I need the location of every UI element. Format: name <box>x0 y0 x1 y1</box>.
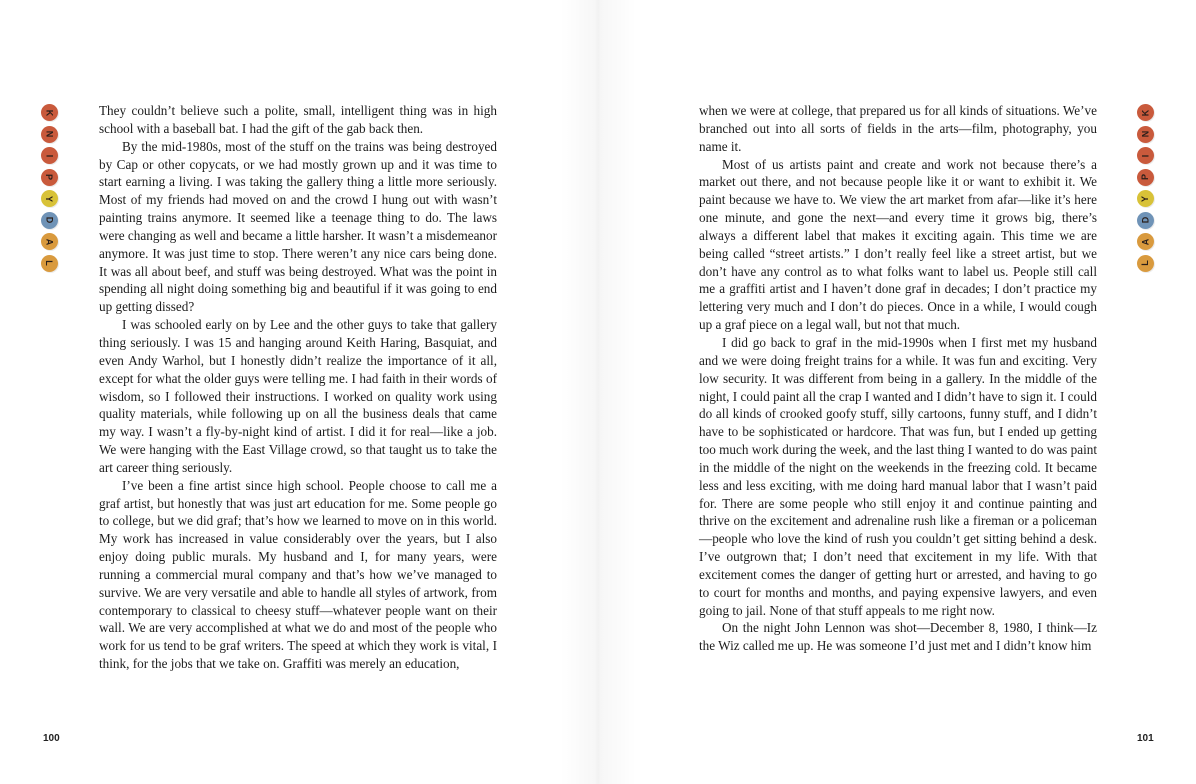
text-column <box>699 102 1097 655</box>
tab-letter-dot <box>41 212 58 229</box>
tab-letter: I <box>1139 154 1150 157</box>
page-number: 101 <box>1137 733 1154 744</box>
paragraph: I’ve been a fine artist since high school. People choose to call me a graf artist, but honestly that was just art education for me. Some people go to college, but we did graf; that’s how we learned to move on in this world. My work has increased in value considerably over the years, but I also enjoy doing public murals. My husband and I, for many years, were running a commercial mural company and that’s how we’ve managed to survive. We are very versatile and able to handle all styles of artwork, from contemporary to classical to cheesy stuff—whatever people want on their wall. We are very accomplished at what we do and most of the people who work for us tend to be graf writers. The speed at which they work is vital, I think, for the jobs that we take on. Graffiti was merely an education, <box>99 477 497 672</box>
tab-letter-dot <box>41 147 58 164</box>
tab-letter-dot <box>41 255 58 272</box>
tab-letter: P <box>43 173 54 181</box>
tab-letter: A <box>44 238 54 245</box>
tab-letter: K <box>44 109 54 116</box>
right-page <box>598 0 1196 784</box>
chapter-tab-lady-pink <box>40 104 58 272</box>
tab-letter-dot <box>1137 147 1154 164</box>
tab-letter: D <box>1140 216 1150 224</box>
tab-letter: L <box>1140 260 1150 266</box>
tab-letter: K <box>1140 109 1150 116</box>
tab-letter-dot <box>41 233 58 250</box>
tab-letter: L <box>44 260 54 266</box>
page-number: 100 <box>43 733 60 744</box>
paragraph: I was schooled early on by Lee and the other guys to take that gallery thing seriously. I was 15 and hanging around Keith Haring, Basquiat, and even Andy Warhol, but I honestly didn’t realize the importance of it all, except for what the older guys were telling me. I had faith in their words of wisdom, so I followed their instructions. I worked on quality work using quality materials, while following up on all the business deals that came my way. I wasn’t a fly-by-night kind of artist. I did it for real—like a job. We were hanging with the East Village crowd, so that taught us to take the art career thing seriously. <box>99 317 497 475</box>
tab-letter-dot <box>41 190 58 207</box>
paragraph: when we were at college, that prepared us for all kinds of situations. We’ve branched out into all sorts of fields in the arts—film, photography, you name it. <box>699 103 1097 154</box>
tab-letter: P <box>1139 173 1150 181</box>
paragraph: I did go back to graf in the mid-1990s when I first met my husband and we were doing freight trains for a while. It was fun and exciting. Very low security. It was different from being in a gallery. In the middle of the night, I could paint all the crap I wanted and I didn’t have to sign it. I could do all kinds of crooked goofy stuff, silly cartoons, funny stuff, and I didn’t have to be sophisticated or hardcore. That was fun, but I ended up getting too much work during the week, and the last thing I wanted to do was paint in the middle of the night on the weekends in the freezing cold. It became less and less exciting, with me doing hard manual labor that I wasn’t paid for. There are some people who still enjoy it and continue painting and thrive on the excitement and adrenaline rush like a fireman or a policeman—people who love the kind of rush you couldn’t get sitting behind a desk. I’ve outgrown that; I don’t need that excitement in my life. With that excitement comes the danger of getting hurt or arrested, and having to go to court for months and months, and paying expensive lawyers, and even going to jail. None of that stuff appeals to me right now. <box>699 334 1097 618</box>
tab-letter-dot <box>1137 169 1154 186</box>
paragraph: On the night John Lennon was shot—December 8, 1980, I think—Iz the Wiz called me up. He was someone I’d just met and I didn’t know him <box>699 620 1097 654</box>
tab-letter-dot <box>1137 212 1154 229</box>
tab-letter-dot <box>1137 255 1154 272</box>
tab-letter: I <box>43 154 54 157</box>
paragraph: Most of us artists paint and create and work not because there’s a market out there, and not because people like it or want to exhibit it. We paint because we have to. We view the art market from afar—like it’s here one minute, and gone the next—and every time it grows big, there’s always a different label that makes it exciting again. This time we are being called “street artists.” I don’t really feel like a street artist, but we don’t have any control as to what folks want to label us. People still call me a graffiti artist and I haven’t done graf in decades; I don’t practice my lettering very much and I don’t do pieces. Once in a while, I would cough up a graf piece on a legal wall, but not that much. <box>699 156 1097 333</box>
chapter-tab-lady-pink <box>1136 104 1154 272</box>
tab-letter-dot <box>41 126 58 143</box>
tab-letter-dot <box>1137 126 1154 143</box>
text-column <box>99 102 497 673</box>
tab-letter: Y <box>43 195 54 202</box>
tab-letter: A <box>1140 238 1150 245</box>
tab-letter-dot <box>1137 233 1154 250</box>
tab-letter-dot <box>1137 190 1154 207</box>
paragraph: By the mid-1980s, most of the stuff on the trains was being destroyed by Cap or other copycats, or we had mostly grown up and it was time to start earning a living. I was taking the gallery thing a little more seriously. Most of my friends had moved on and the crowd I hung out with wasn’t painting trains anymore. It seemed like a teenage thing to do. The laws were changing as well and became a little harsher. It wasn’t a misdemeanor anymore. It was just time to stop. There weren’t any nice cars being done. It was all about beef, and stuff was being destroyed. What was the point in spending all night doing something big and beautiful if it was going to end up getting dissed? <box>99 138 497 315</box>
paragraph: They couldn’t believe such a polite, small, intelligent thing was in high school with a baseball bat. I had the gift of the gab back then. <box>99 103 497 136</box>
tab-letter-dot <box>41 169 58 186</box>
tab-letter-dot <box>41 104 58 121</box>
tab-letter: Y <box>1139 195 1150 202</box>
tab-letter: D <box>44 216 54 224</box>
tab-letter: N <box>1140 130 1150 138</box>
tab-letter-dot <box>1137 104 1154 121</box>
tab-letter: N <box>44 130 54 138</box>
